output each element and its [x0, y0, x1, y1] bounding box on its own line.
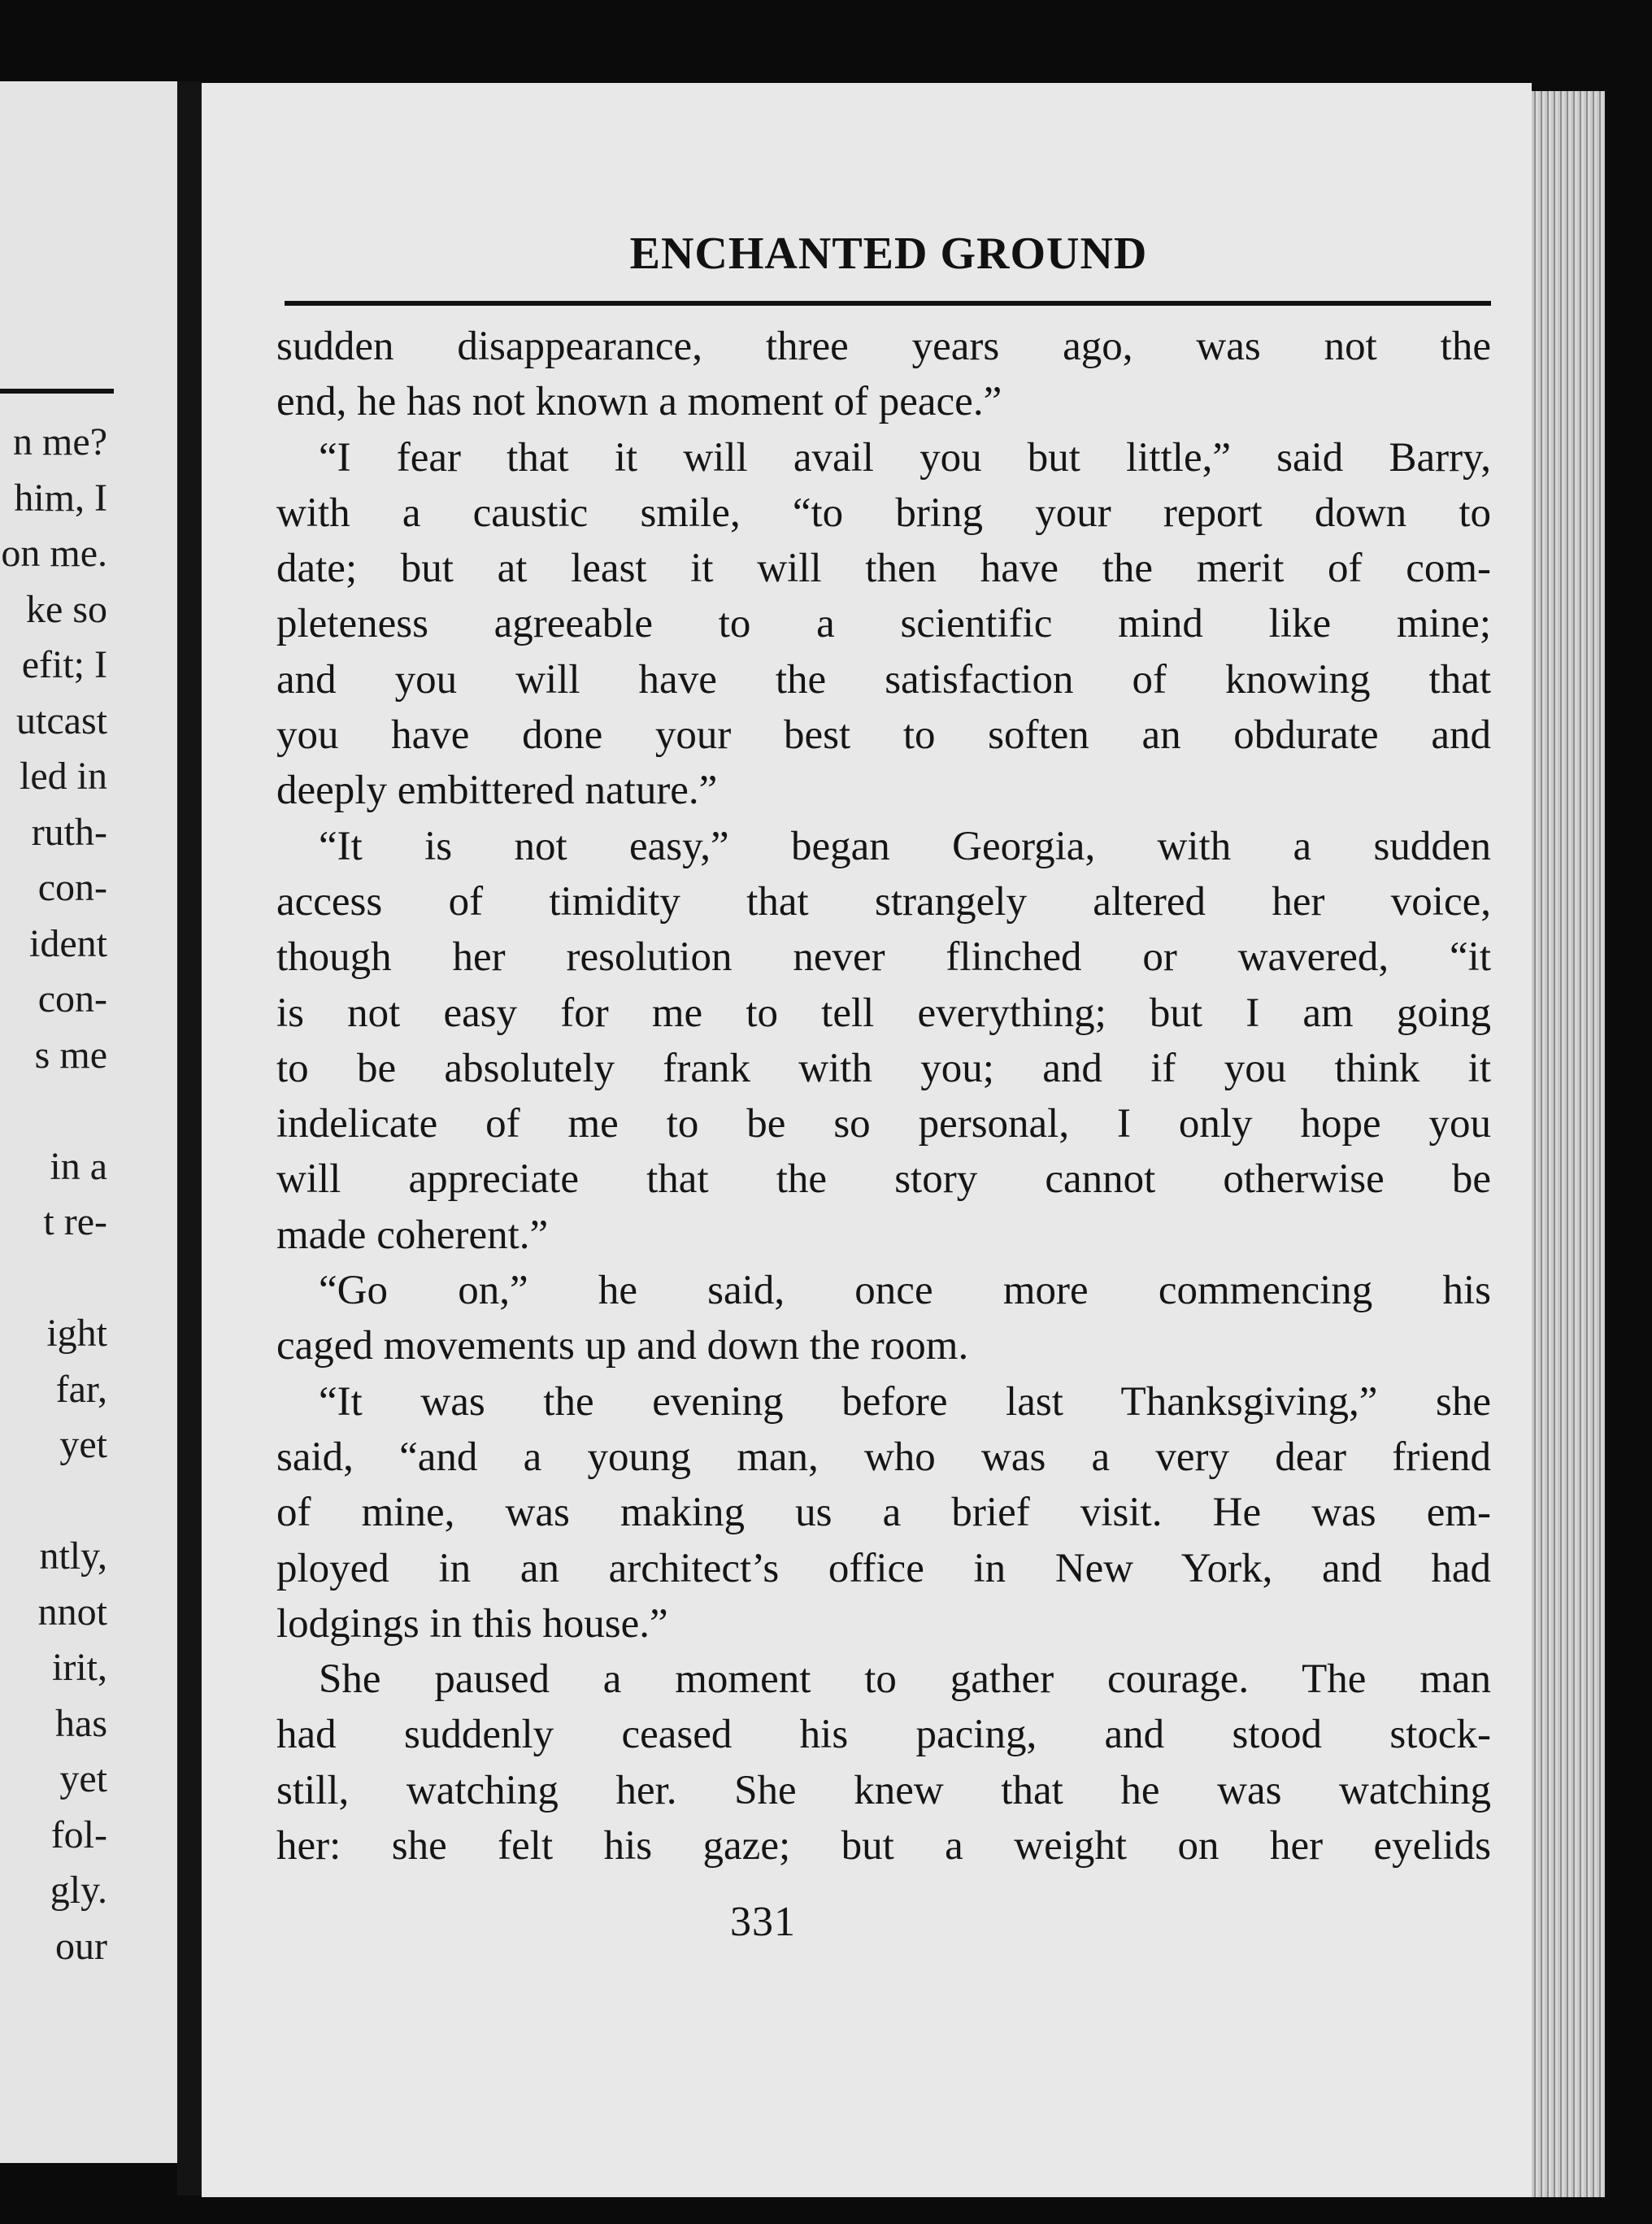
facing-page-line: led in: [20, 755, 107, 798]
text-line: “It was the evening before last Thanksgiving,” she: [319, 1378, 1491, 1425]
facing-page-line: ruth-: [31, 810, 107, 854]
book-page: [202, 83, 1532, 2197]
facing-page-line: ident: [29, 921, 107, 965]
facing-page-line: con-: [37, 866, 107, 909]
text-line: access of timidity that strangely altered her voice,: [276, 878, 1491, 925]
text-line: caged movements up and down the room.: [276, 1323, 969, 1369]
book-gutter: [177, 81, 202, 2196]
running-head: ENCHANTED GROUND: [629, 228, 1148, 279]
facing-page-line: yet: [59, 1423, 107, 1466]
facing-page-line: ight: [46, 1312, 107, 1355]
text-line: is not easy for me to tell everything; but I am going: [276, 990, 1491, 1036]
facing-page-line: yet: [59, 1757, 107, 1800]
text-line: end, he has not known a moment of peace.”: [276, 379, 1002, 425]
facing-page-line: utcast: [16, 699, 107, 742]
text-line: indelicate of me to be so personal, I only hope you: [276, 1101, 1491, 1147]
facing-page-line: ntly,: [39, 1534, 107, 1578]
facing-page-line: con-: [37, 977, 107, 1021]
text-line: date; but at least it will then have the merit of com-: [276, 546, 1491, 592]
text-line: with a caustic smile, “to bring your report down to: [276, 490, 1491, 536]
facing-page-line: t re-: [43, 1200, 107, 1243]
text-line: of mine, was making us a brief visit. He was em-: [276, 1490, 1491, 1536]
facing-page-line: [1, 1251, 107, 1307]
text-line: pleteness agreeable to a scientific mind like mine;: [276, 601, 1491, 647]
facing-page-line: [1, 1473, 107, 1530]
text-line: “I fear that it will avail you but little,” said Barry,: [319, 434, 1491, 481]
text-line: her: she felt his gaze; but a weight on her eyelids: [276, 1823, 1491, 1869]
text-line: will appreciate that the story cannot otherwise be: [276, 1156, 1491, 1203]
facing-page-line: him, I: [14, 476, 107, 520]
facing-page-line: s me: [34, 1033, 107, 1077]
text-line: “It is not easy,” began Georgia, with a sudden: [319, 823, 1491, 869]
text-line: still, watching her. She knew that he was watching: [276, 1767, 1491, 1813]
page-number: 331: [730, 1899, 796, 1945]
text-line: ployed in an architect’s office in New York, and had: [276, 1545, 1491, 1591]
text-line: though her resolution never flinched or wavered, “it: [276, 934, 1491, 981]
text-line: “Go on,” he said, once more commencing his: [319, 1268, 1491, 1314]
text-line: She paused a moment to gather courage. The man: [319, 1656, 1491, 1703]
facing-page: [0, 81, 177, 2163]
facing-page-line: far,: [55, 1367, 107, 1411]
facing-page-line: has: [55, 1701, 107, 1745]
text-line: said, “and a young man, who was a very dear friend: [276, 1434, 1491, 1480]
facing-page-line: fol-: [50, 1813, 107, 1856]
facing-page-line: nnot: [37, 1590, 107, 1634]
facing-page-line: n me?: [13, 420, 107, 464]
facing-page-head-rule: [0, 389, 114, 394]
text-line: to be absolutely frank with you; and if you think it: [276, 1045, 1491, 1091]
body-text: [276, 319, 1491, 1874]
text-line: and you will have the satisfaction of knowing that: [276, 656, 1491, 703]
facing-page-text: [1, 415, 107, 1974]
running-head-rule: [285, 301, 1491, 306]
text-line: had suddenly ceased his pacing, and stood stock-: [276, 1712, 1491, 1758]
text-line: made coherent.”: [276, 1212, 549, 1258]
facing-page-line: efit; I: [21, 643, 107, 686]
text-line: lodgings in this house.”: [276, 1600, 668, 1647]
facing-page-line: our: [55, 1924, 107, 1968]
text-line: you have done your best to soften an obdurate and: [276, 712, 1491, 759]
facing-page-line: ke so: [26, 587, 107, 631]
facing-page-line: irit,: [52, 1646, 107, 1689]
text-line: sudden disappearance, three years ago, was not the: [276, 324, 1491, 369]
text-line: deeply embittered nature.”: [276, 768, 718, 814]
facing-page-line: gly.: [50, 1869, 107, 1912]
facing-page-line: [1, 1083, 107, 1139]
page-edges: [1532, 91, 1605, 2197]
facing-page-line: in a: [50, 1144, 107, 1188]
facing-page-line: on me.: [1, 532, 107, 575]
